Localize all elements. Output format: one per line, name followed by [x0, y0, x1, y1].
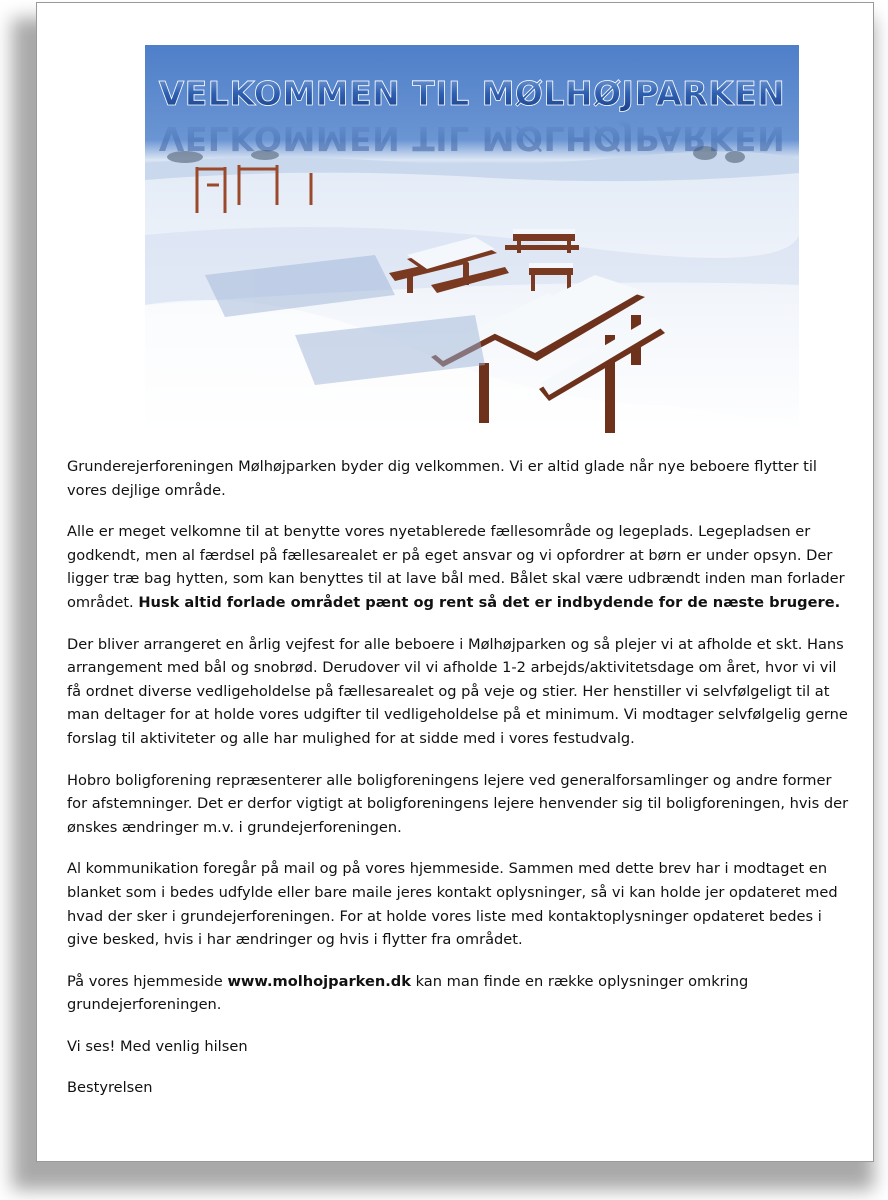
- website-link[interactable]: www.molhojparken.dk: [227, 972, 411, 990]
- paragraph-welcome: Grunderejerforeningen Mølhøjparken byder dig velkommen. Vi er altid glade når nye beboere flytter til vores dejlige område.: [67, 458, 817, 499]
- snow-picnic-photo: [145, 45, 799, 443]
- paragraph-common-area-bold: Husk altid forlade området pænt og rent så det er indbydende for de næste brugere.: [138, 593, 841, 611]
- paragraph-housing-association: Hobro boligforening repræsenterer alle boligforeningens lejere ved generalforsamlinger og andre former for afstemninger. Det er derfor vigtigt at boligforeningens lejere henvender sig til boligforeningen, hvis der ønskes ændringer m.v. i grundejerforeningen.: [67, 771, 849, 836]
- letter-body: [67, 455, 853, 1118]
- paragraph-website-after: kan man finde en række oplysninger omkring grundejerforeningen.: [67, 972, 749, 1014]
- paragraph-signature: Bestyrelsen: [67, 1079, 153, 1097]
- paragraph-website-before: På vores hjemmeside: [67, 972, 228, 990]
- paragraph-communication: Al kommunikation foregår på mail og på vores hjemmeside. Sammen med dette brev har i modtaget en blanket som i bedes udfylde eller bare maile jeres kontakt oplysninger, så vi kan holde jer opdateret med hvad der sker i grundejerforeningen. For at holde vores liste med kontaktoplysninger opdateret bedes i give besked, hvis i har ændringer og hvis i flytter fra området.: [67, 860, 838, 949]
- paragraph-common-area: [67, 520, 853, 614]
- paragraph-common-area-text: Alle er meget velkomne til at benytte vores nyetablerede fællesområde og legeplads. Legepladsen er godkendt, men al færdsel på fællesarealet er på eget ansvar og vi opfordrer at børn er under opsyn. Der ligger træ bag hytten, som kan benyttes til at lave bål med. Bålet skal være udbrændt inden man forlader området.: [67, 523, 845, 611]
- document-page: [36, 2, 874, 1162]
- paragraph-website: [67, 970, 853, 1017]
- paragraph-events: Der bliver arrangeret en årlig vejfest for alle beboere i Mølhøjparken og så plejer vi at afholde et skt. Hans arrangement med bål og snobrød. Derudover vil vi afholde 1-2 arbejds/aktivitetsdage om året, hvor vi vil få ordnet diverse vedligeholdelse på fællesarealet og på veje og stier. Her henstiller vi selvfølgeligt til at man deltager for at holde vores udgifter til vedligeholdelse på et minimum. Vi modtager selvfølgelig gerne forslag til aktiviteter og alle har mulighed for at sidde med i vores festudvalg.: [67, 635, 848, 747]
- paragraph-closing: Vi ses! Med venlig hilsen: [67, 1037, 248, 1055]
- banner-title-reflection: VELKOMMEN TIL MØLHØJPARKEN: [158, 119, 786, 158]
- banner-title: VELKOMMEN TIL MØLHØJPARKEN: [158, 74, 786, 113]
